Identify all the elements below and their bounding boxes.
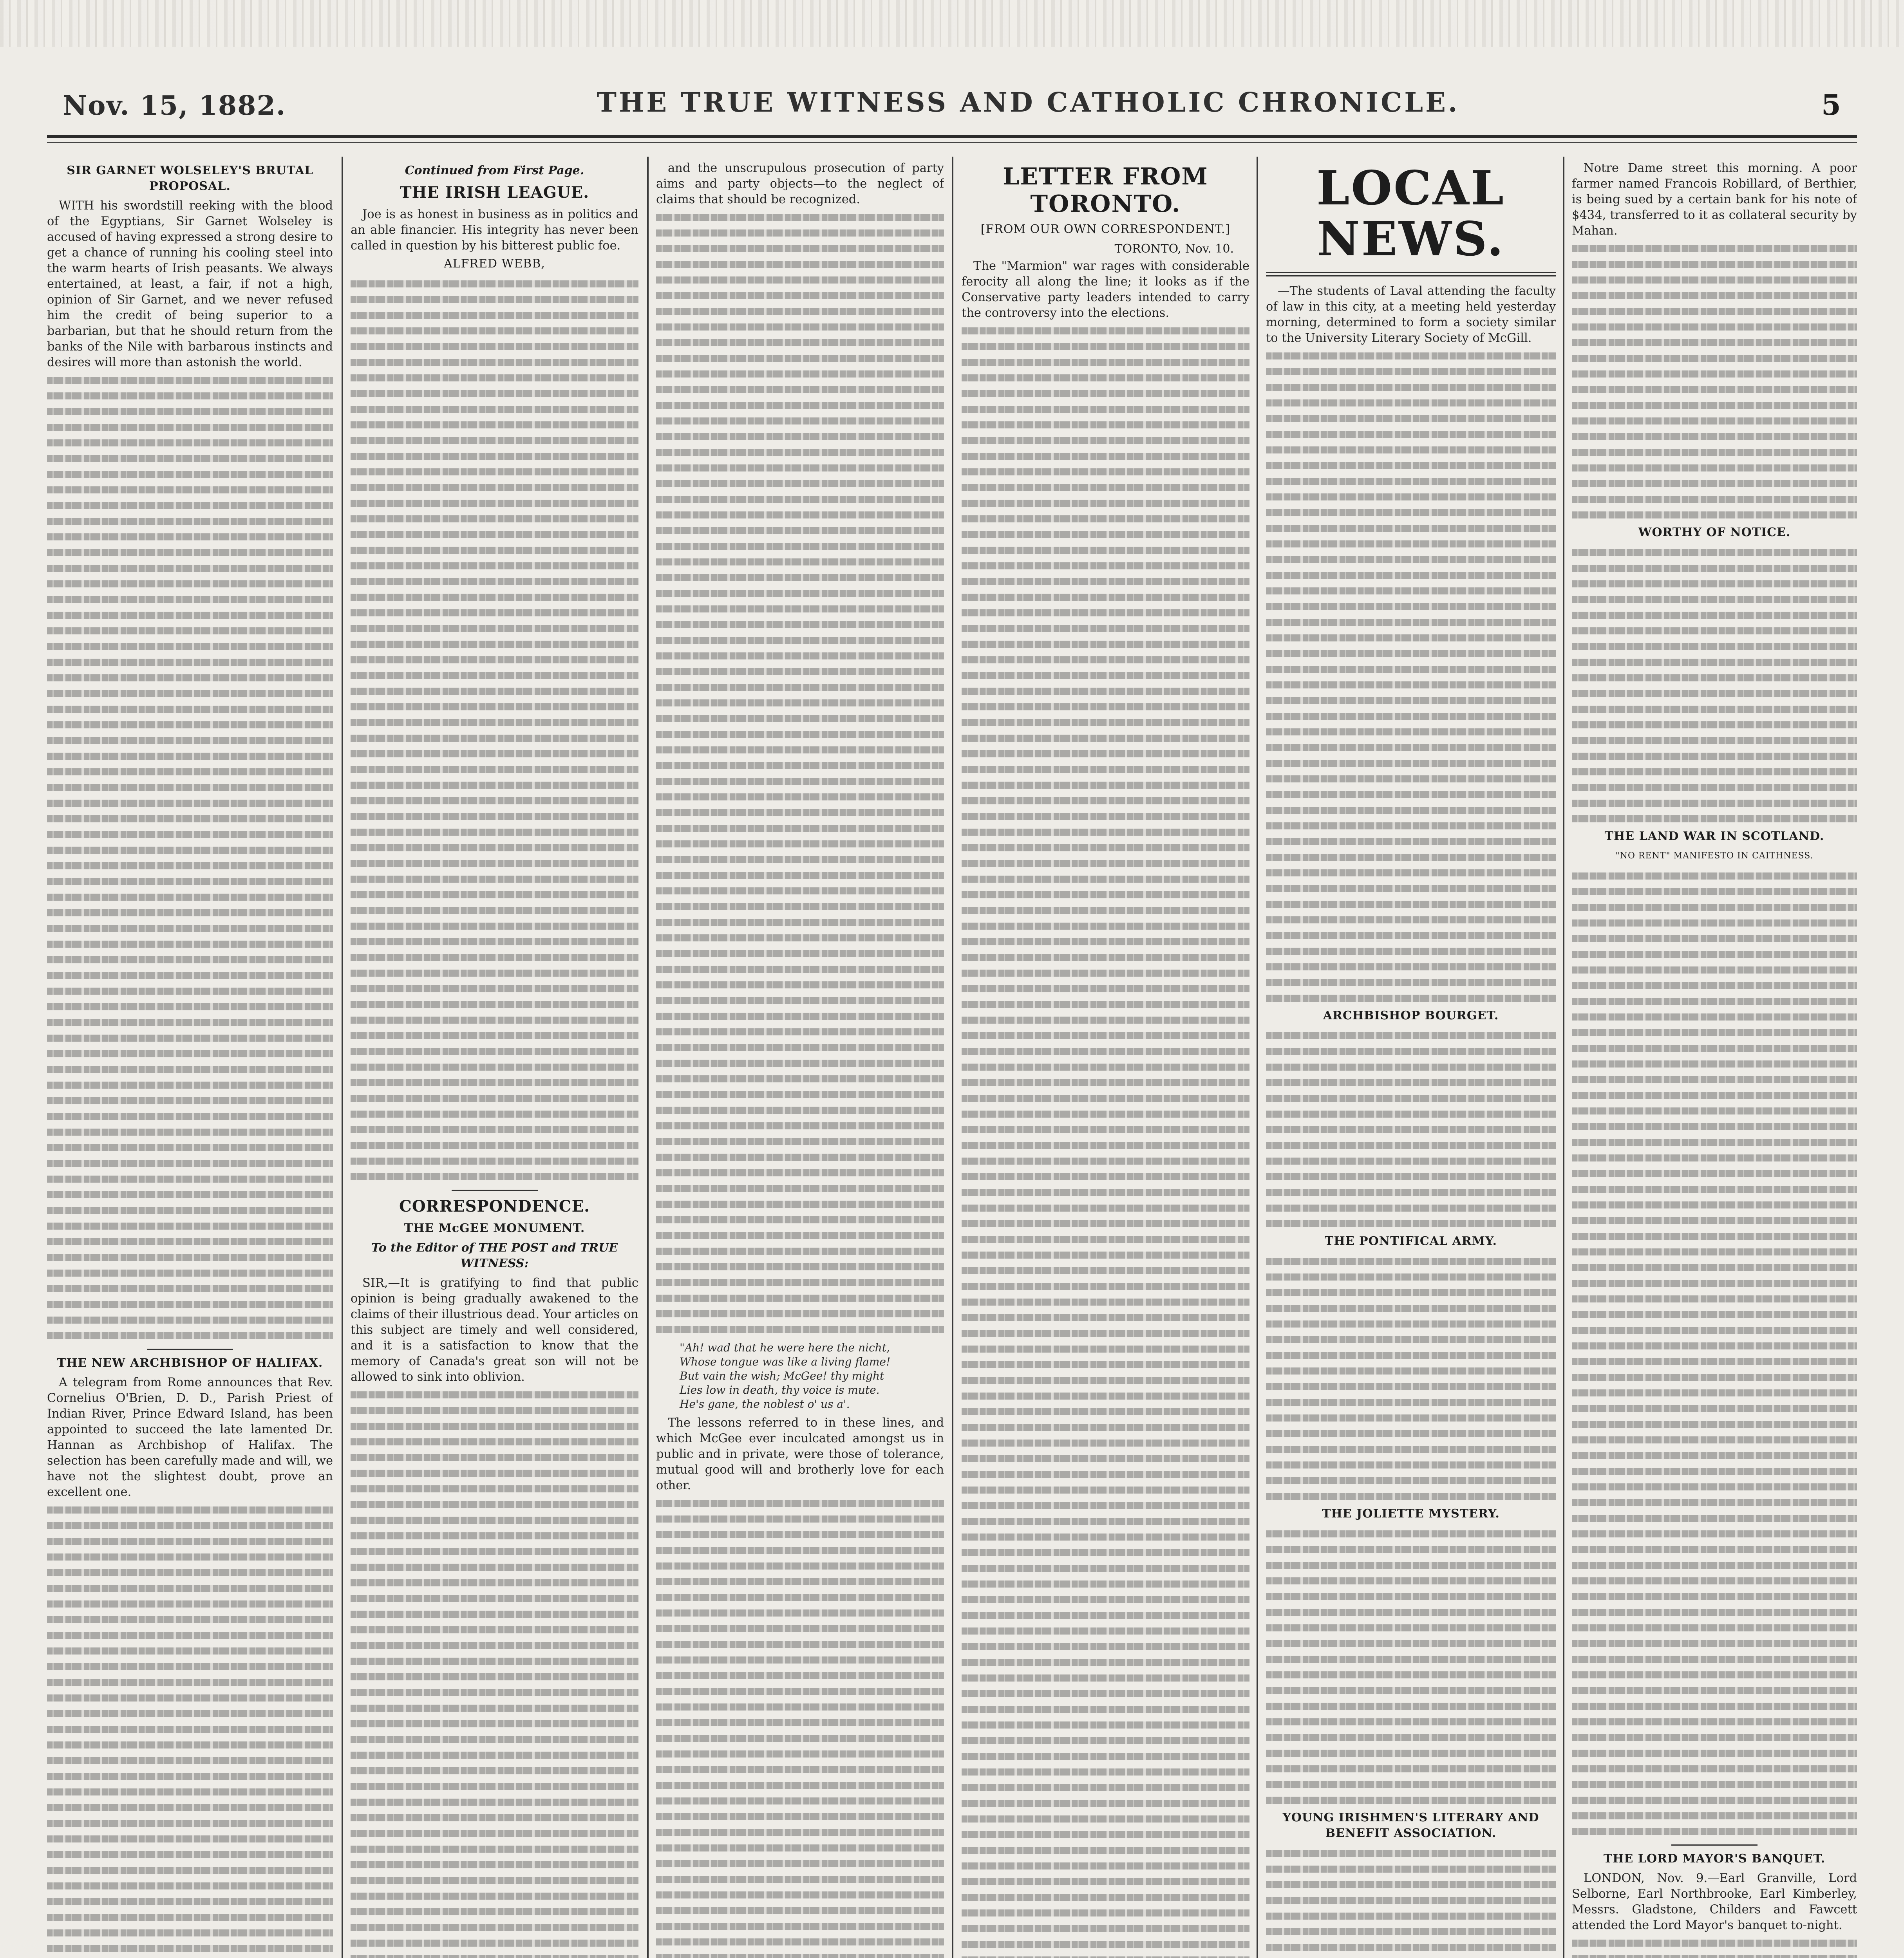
article-body-continued	[1266, 1845, 1556, 1958]
article-body-continued	[47, 1502, 333, 1958]
poem-line: "Ah! wad that he were here the nicht,	[680, 1341, 890, 1354]
column-divider	[952, 157, 953, 1958]
article-body-continued	[1266, 1253, 1556, 1504]
continued-note: Continued from First Page.	[405, 164, 584, 177]
section-rule	[1671, 1844, 1758, 1846]
article-body: and the unscrupulous prosecution of party aims and party objects—to the neglect of claims that should be recognized.	[656, 161, 944, 206]
article-body-continued	[656, 1495, 944, 1958]
article-body: The lessons referred to in these lines, and which McGee ever inculcated amongst us in public and in private, were those of tolerance, mutual good will and brotherly love for each other.	[656, 1416, 944, 1492]
article-body: WITH his swordstill reeking with the blood of the Egyptians, Sir Garnet Wolseley is accused of having expressed a strong desire to get a chance of running his cooling steel into the warm hearts of Irish peasants. We always entertained, at least, a fair, if not a high, opinion of Sir Garnet, and we never refused him the credit of being superior to a barbarian, but that he should return from the banks of the Nile with barbarous instincts and desires will more than astonish the world.	[47, 199, 333, 369]
article-dateline: TORONTO, Nov. 10.	[1114, 242, 1234, 256]
poem-line: Lies low in death, thy voice is mute.	[680, 1384, 880, 1396]
article-body-continued	[351, 1387, 638, 1958]
letter-salutation: To the Editor of THE POST and TRUE WITNESS:	[371, 1241, 618, 1270]
article-body: —The students of Laval attending the faculty of law in this city, at a meeting held yesterday morning, determined to form a society similar to the University Literary Society of McGill.	[1266, 284, 1556, 345]
masthead-rule	[47, 135, 1857, 138]
section-rule	[452, 1190, 538, 1191]
section-heading: THE JOLIETTE MYSTERY.	[1322, 1507, 1500, 1521]
article-body: Notre Dame street this morning. A poor farmer named Francois Robillard, of Berthier, is being sued by a certain bank for his note of $434, transferred to it as collateral security by Mahan.	[1572, 161, 1857, 238]
masthead	[47, 67, 1857, 133]
article-body: A telegram from Rome announces that Rev. Cornelius O'Brien, D. D., Parish Priest of Indian River, Prince Edward Island, has been appointed to succeed the late lamented Dr. Hannan as Archbishop of Halifax. The selection has been carefully made and will, we have not the slightest doubt, prove an excellent one.	[47, 1376, 333, 1499]
article-body: SIR,—It is gratifying to find that public opinion is being gradually awakened to the claims of their illustrious dead. Your articles on this subject are timely and well considered, and it is a satisfaction to know that the memory of Canada's great son will not be allowed to sink into oblivion.	[351, 1276, 638, 1384]
column-divider	[1257, 157, 1258, 1958]
article-heading: LETTER FROM TORONTO.	[1003, 163, 1208, 218]
article-heading: THE IRISH LEAGUE.	[400, 183, 589, 202]
article-body-continued	[1266, 348, 1556, 1006]
column-5	[1266, 161, 1556, 1958]
poem-quotation	[680, 1341, 920, 1411]
section-banner: LOCAL NEWS.	[1316, 161, 1505, 267]
article-body: Joe is as honest in business as in politics and an able financier. His integrity has never been called in question by his bitterest public foe.	[351, 208, 638, 253]
article-body: LONDON, Nov. 9.—Earl Granville, Lord Selborne, Earl Northbrooke, Earl Kimberley, Messrs. Gladstone, Childers and Fawcett attended the Lord Mayor's banquet to-night.	[1572, 1871, 1857, 1932]
column-divider	[342, 157, 343, 1958]
paper-title: THE TRUE WITNESS AND CATHOLIC CHRONICLE.	[597, 87, 1460, 118]
article-body-continued	[1572, 544, 1857, 826]
torn-top-edge	[0, 0, 1904, 47]
article-heading: SIR GARNET WOLSELEY'S BRUTAL PROPOSAL.	[67, 164, 313, 193]
section-heading: THE NEW ARCHBISHOP OF HALIFAX.	[57, 1356, 323, 1370]
article-body-continued	[1572, 240, 1857, 522]
article-body-continued	[1572, 1935, 1857, 1958]
section-heading: THE PONTIFICAL ARMY.	[1325, 1234, 1497, 1248]
section-heading: CORRESPONDENCE.	[399, 1197, 590, 1216]
issue-date: Nov. 15, 1882.	[63, 90, 286, 121]
section-heading: THE LAND WAR IN SCOTLAND.	[1604, 829, 1824, 843]
article-byline: [FROM OUR OWN CORRESPONDENT.]	[980, 222, 1231, 236]
poem-line: Whose tongue was like a living flame!	[680, 1355, 891, 1368]
column-3	[656, 161, 944, 1958]
masthead-rule-thin	[47, 142, 1857, 143]
poem-line: He's gane, the noblest o' us a'.	[680, 1398, 850, 1411]
page-number: 5	[1821, 88, 1841, 121]
article-body-continued	[656, 209, 944, 1337]
column-divider	[647, 157, 649, 1958]
article-body-continued	[1266, 1526, 1556, 1808]
column-6	[1572, 161, 1857, 1958]
section-heading: THE LORD MAYOR'S BANQUET.	[1603, 1852, 1826, 1866]
column-divider	[1563, 157, 1564, 1958]
column-1	[47, 161, 333, 1958]
section-subheading: THE McGEE MONUMENT.	[404, 1221, 585, 1235]
section-heading: ARCHBISHOP BOURGET.	[1323, 1009, 1499, 1022]
column-2	[351, 161, 638, 1958]
article-body-continued	[1572, 868, 1857, 1839]
article-body-continued	[351, 276, 638, 1184]
article-body-continued	[47, 372, 333, 1343]
poem-line: But vain the wish; McGee! thy might	[680, 1369, 884, 1382]
article-body: The "Marmion" war rages with considerable ferocity all along the line; it looks as if the Conservative party leaders intended to carry the controversy into the elections.	[962, 259, 1249, 320]
section-subheading: "NO RENT" MANIFESTO IN CAITHNESS.	[1615, 851, 1814, 861]
banner-rule	[1266, 272, 1556, 276]
column-4	[962, 161, 1249, 1958]
signer-name: ALFRED WEBB,	[444, 257, 545, 271]
section-heading: WORTHY OF NOTICE.	[1638, 526, 1791, 539]
article-body-continued	[962, 323, 1249, 1958]
section-rule	[147, 1349, 233, 1350]
article-body-continued	[1266, 1028, 1556, 1231]
section-heading: YOUNG IRISHMEN'S LITERARY AND BENEFIT ASSOCIATION.	[1282, 1811, 1539, 1840]
